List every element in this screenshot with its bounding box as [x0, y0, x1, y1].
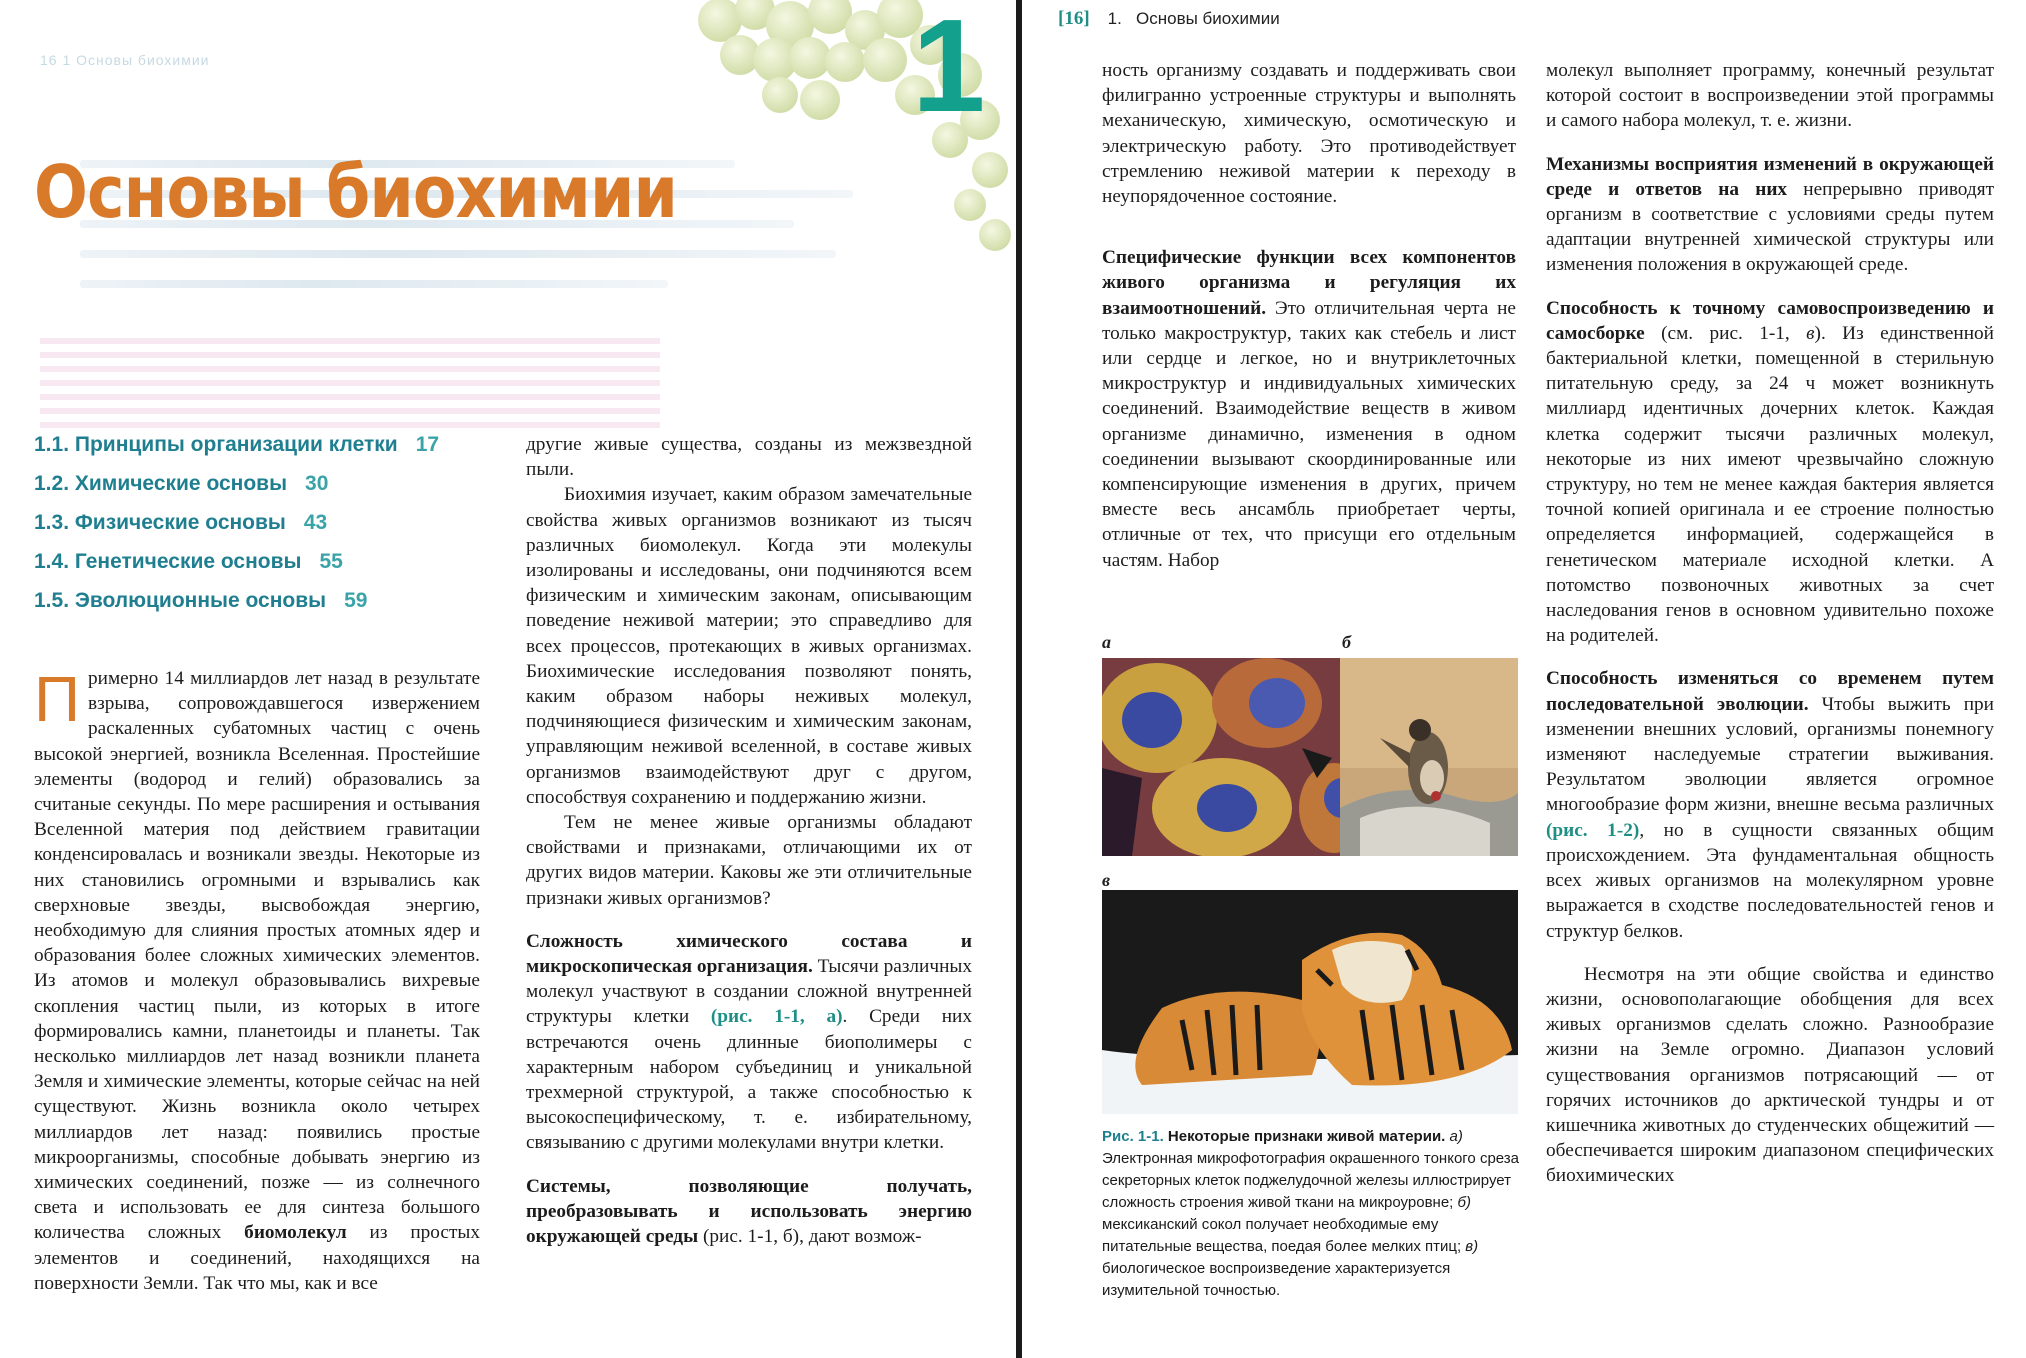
figure-ref[interactable]: (рис. 1-1, а) [710, 1006, 843, 1028]
paragraph: Тем не менее живые организмы обладают свойствами и признаками, отличающими их от других видов материи. Каковы же эти отличительные признаки живых организмов? [526, 812, 972, 909]
chapter-number: 1 [912, 0, 986, 139]
drop-cap: П [34, 663, 80, 735]
bleed-through-heading [40, 338, 660, 428]
section-energy: Системы, позволяющие получать, преобразовывать и использовать энергию окружающей среды (рис. 1-1, б), дают возмож- [526, 1175, 972, 1248]
paragraph: Несмотря на эти общие свойства и единство жизни, основополагающие обобщения для всех живых организмов сделать сложно. Разнообразие жизни на Земле огромно. Диапазон условий существования организмов потрясающий — от горячих источников до арктической тундры и от кишечника животных до студенческих общежитий — обеспечивается широким диапазоном специфических биохимических [1546, 963, 1994, 1187]
left-column-2 [526, 432, 972, 1249]
toc-item[interactable]: 1.2. Химические основы 30 [34, 472, 329, 495]
chapter-title: Основы биохимии [34, 150, 677, 234]
right-column-1 [1102, 58, 1516, 573]
figure-label-a: а [1102, 632, 1111, 652]
section-evolution: Способность изменяться со временем путем последовательной эволюции. Чтобы выжить при изменении внешних условий, организмы понемногу изменяют наследуемые стратегии выживания. Результатом эволюции является огромное многообразие форм жизни, внешне весьма различных (рис. 1-2), но в сущности связанных общим происхождением. Эта фундаментальная общность всех живых организмов на молекулярном уровне выражается в сходстве последовательностей генов и структур белков. [1546, 668, 1994, 942]
left-column-1 [34, 663, 480, 1296]
paragraph: другие живые существа, созданы из межзвездной пыли. [526, 434, 972, 481]
toc-item[interactable]: 1.5. Эволюционные основы 59 [34, 589, 368, 612]
tigers-photo [1102, 890, 1518, 1114]
figure-caption: Рис. 1-1. Некоторые признаки живой материи. а) Электронная микрофотография окрашенного тонкого среза секреторных клеток поджелудочной железы иллюстрирует сложность строения живой ткани на микроуровне; б) мексиканский сокол получает необходимые ему питательные вещества, поедая более мелких птиц; в) биологическое воспроизведение характеризуется изумительной точностью. [1102, 1128, 1520, 1299]
paragraph: молекул выполняет программу, конечный результат которой состоит в воспроизведении этой программы и самого набора молекул, т. е. жизни. [1546, 60, 1994, 132]
figure-label-b: б [1342, 632, 1351, 652]
section-replication: Способность к точному самовоспроизведению и самосборке (см. рис. 1-1, в). Из единственной бактериальной клетки, помещенной в стерильную питательную среду, за 24 ч может возникнуть миллиард идентичных дочерних клеток. Каждая клетка содержит тысячи различных молекул, некоторые из них имеют чрезвычайно сложную структуру, но тем не менее каждая бактерия является точной копией оригинала и ее строение полностью определяется информацией, содержащейся в генетическом материале исходной клетки. А потомство позвоночных животных за счет наследования генов в основном удивительно похоже на родителей. [1546, 297, 1994, 647]
toc-item[interactable]: 1.3. Физические основы 43 [34, 511, 328, 534]
chapter-toc [34, 432, 439, 627]
section-functions: Специфические функции всех компонентов живого организма и регуляция их взаимоотношений. Это отличительная черта не только макроструктур, таких как стебель и лист или сердце и легкое, но и внутриклеточных микроструктур и индивидуальных химических соединений. Взаимодействие веществ в живом организме динамично, изменения в одном соединении вызывают скоординированные или компенсирующие изменения в других, причем вместе весь ансамбль приобретает черты, отличные от тех, что присущи его отдельным частям. Набор [1102, 247, 1516, 571]
toc-item[interactable]: 1.1. Принципы организации клетки 17 [34, 433, 440, 456]
right-column-2 [1546, 58, 1994, 1189]
intro-paragraph: Примерно 14 миллиардов лет назад в результате взрыва, сопровождавшегося извержением раскаленных субатомных частиц с очень высокой энергией, возникла Вселенная. Простейшие элементы (водород и гелий) образовались за считаные секунды. По мере расширения и остывания Вселенной материя под действием гравитации конденсировалась и возникали звезды. Некоторые из них становились огромными и взрывались как сверхновые звезды, высвобождая энергию, необходимую для слияния простых атомных ядер и образования более сложных химических элементов. Из атомов и молекул образовывались вихревые скопления частиц пыли, из которых в итоге формировались камни, планетоиды и планеты. Так несколько миллиардов лет назад возникли планета Земля и химические элементы, которые сейчас на ней существуют. Жизнь возникла около четырех миллиардов лет назад: появились простые микроорганизмы, способные добывать энергию из химических соединений, позже — из солнечного света и использовать ее для синтеза большого количества сложных биомолекул из простых элементов и соединений, находящихся на поверхности Земли. Так что мы, как и все [34, 663, 480, 1294]
paragraph: Биохимия изучает, каким образом замечательные свойства живых организмов возникают из тысяч различных биомолекул. Когда эти молекулы изолированы и исследованы, они подчиняются всем физическим и химическим законам, описывающим поведение неживой материи; это справедливо для всех процессов, протекающих в живых организмах. Биохимические исследования позволяют понять, каким образом наборы неживых молекул, подчиняющиеся физическим и химическим законам, управляющим неживой вселенной, в составе живых организмов взаимодействуют друг с другом, способствуя сохранению и поддержанию жизни. [526, 484, 972, 808]
running-header: [16] 1. Основы биохимии [1058, 8, 1280, 29]
right-page [1022, 0, 2026, 1358]
toc-item[interactable]: 1.4. Генетические основы 55 [34, 550, 343, 573]
falcon-photo [1340, 658, 1518, 856]
section-response: Механизмы восприятия изменений в окружающей среде и ответов на них непрерывно приводят организм в соответствие с условиями среды путем адаптации внутренней химической структуры или изменения положения в окружающей среде. [1546, 153, 1994, 276]
paragraph: ность организму создавать и поддерживать свои филигранно устроенные структуры и выполнять механическую, химическую, осмотическую и электрическую работу. Это противодействует стремлению неживой материи к переходу в неупорядоченное состояние. [1102, 60, 1516, 208]
page-number: [16] [1058, 8, 1090, 29]
section-complexity: Сложность химического состава и микроскопическая организация. Тысячи различных молекул участвуют в создании сложной внутренней структуры клетки (рис. 1-1, а). Среди них встречаются очень длинные биополимеры с характерным набором субъединиц и уникальной трехмерной структурой, а также способностью к высокоспецифическому, т. е. избирательному, связыванию с другими молекулами внутри клетки. [526, 930, 972, 1154]
figure-ref[interactable]: (рис. 1-2) [1546, 819, 1640, 841]
ghost-running-header: 16 1 Основы биохимии [40, 52, 210, 68]
header-title: Основы биохимии [1136, 9, 1280, 28]
figure-label-c: в [1102, 870, 1111, 890]
micrograph-image [1102, 658, 1362, 856]
